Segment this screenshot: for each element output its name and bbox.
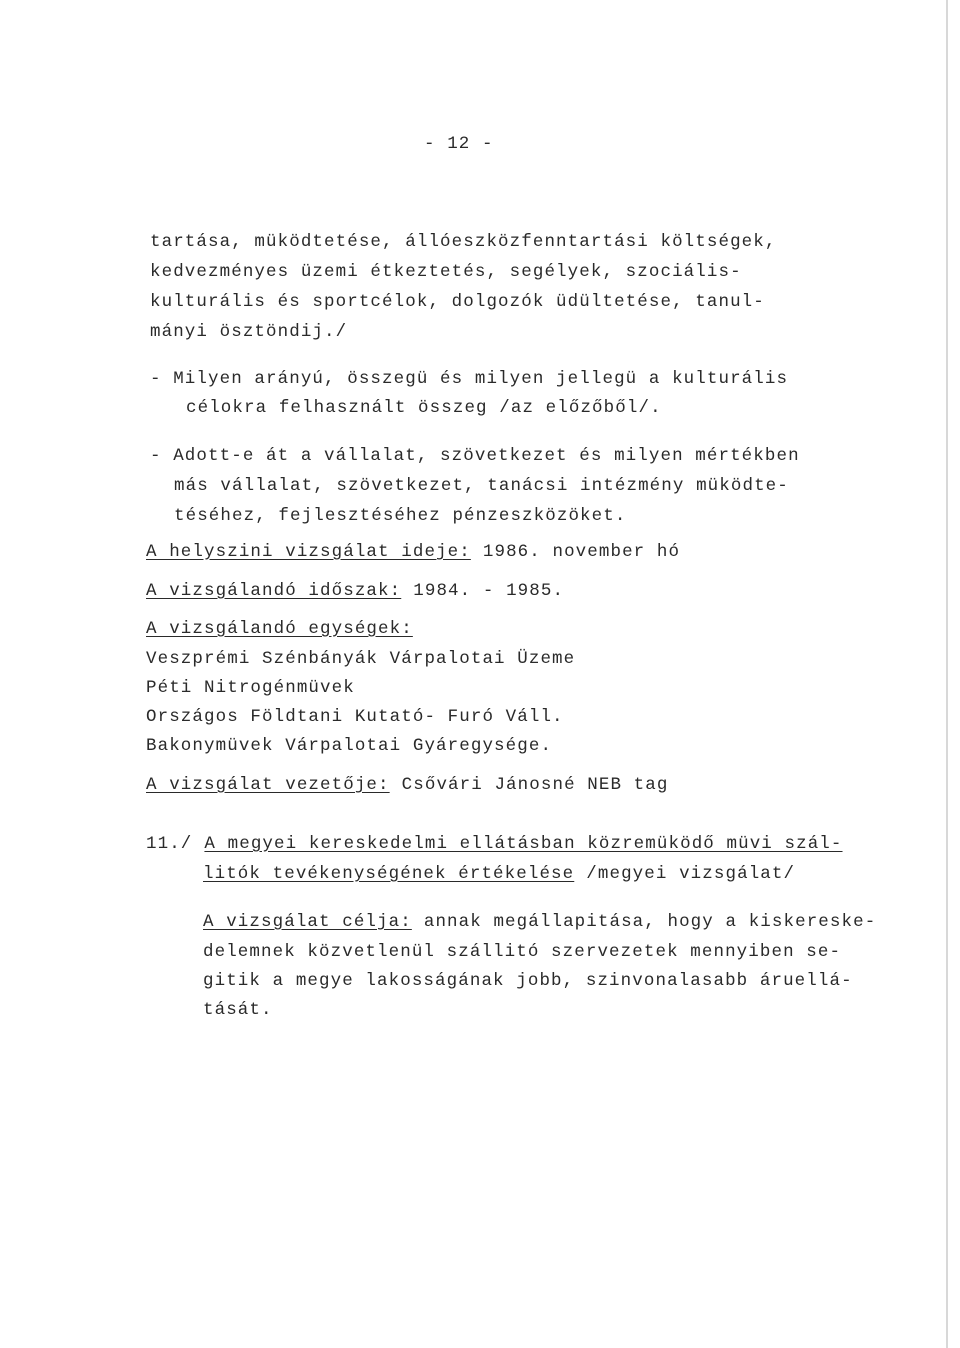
goal-label: A vizsgálat célja:	[203, 912, 412, 932]
paragraph-line: tartása, müködtetése, állóeszközfenntartási költségek,	[150, 232, 777, 252]
goal-line: gitik a megye lakosságának jobb, szinvonalasabb áruellá-	[203, 971, 853, 991]
section-title-suffix: /megyei vizsgálat/	[586, 864, 796, 884]
section-title-cont	[203, 863, 795, 885]
section-title	[146, 833, 843, 855]
paragraph-line: kulturális és sportcélok, dolgozók üdültetése, tanul-	[150, 292, 765, 312]
inspection-date	[146, 541, 680, 563]
bullet-line: - Milyen arányú, összegü és milyen jellegü a kulturális	[150, 369, 789, 389]
bullet-line: más vállalat, szövetkezet, tanácsi intézmény müködte-	[174, 476, 789, 496]
inspection-leader	[146, 774, 668, 796]
paragraph-line: mányi ösztöndij./	[150, 322, 348, 342]
section-number: 11./	[146, 834, 193, 854]
inspection-period-value: 1984. - 1985.	[413, 581, 565, 601]
inspection-period-label: A vizsgálandó időszak:	[146, 581, 402, 601]
bullet-line: célokra felhasznált összeg /az előzőből/.	[186, 398, 662, 418]
goal-text: annak megállapitása, hogy a kiskereske-	[423, 912, 877, 932]
leader-value: Csővári Jánosné NEB tag	[401, 775, 669, 795]
inspection-date-value: 1986. november hó	[482, 542, 681, 562]
leader-label: A vizsgálat vezetője:	[146, 775, 390, 795]
goal-line: delemnek közvetlenül szállitó szervezetek mennyiben se-	[203, 942, 842, 962]
page-edge	[946, 0, 948, 1348]
bullet-line: téséhez, fejlesztéséhez pénzeszközöket.	[174, 506, 627, 526]
inspection-period	[146, 580, 564, 602]
section-title-line2: litók tevékenységének értékelése	[203, 864, 575, 884]
bullet-line: - Adott-e át a vállalat, szövetkezet és milyen mértékben	[150, 446, 800, 466]
unit-item: Bakonymüvek Várpalotai Gyáregysége.	[146, 736, 553, 756]
unit-item: Péti Nitrogénmüvek	[146, 678, 355, 698]
goal-line: tását.	[203, 1000, 273, 1020]
goal-line	[203, 911, 876, 933]
paragraph-line: kedvezményes üzemi étkeztetés, segélyek, szociális-	[150, 262, 742, 282]
section-title-line1: A megyei kereskedelmi ellátásban közremüködő müvi szál-	[204, 834, 843, 854]
units-label: A vizsgálandó egységek:	[146, 619, 413, 639]
unit-item: Országos Földtani Kutató- Furó Váll.	[146, 707, 564, 727]
inspection-date-label: A helyszini vizsgálat ideje:	[146, 542, 471, 562]
unit-item: Veszprémi Szénbányák Várpalotai Üzeme	[146, 649, 576, 669]
page-number: - 12 -	[424, 134, 494, 154]
